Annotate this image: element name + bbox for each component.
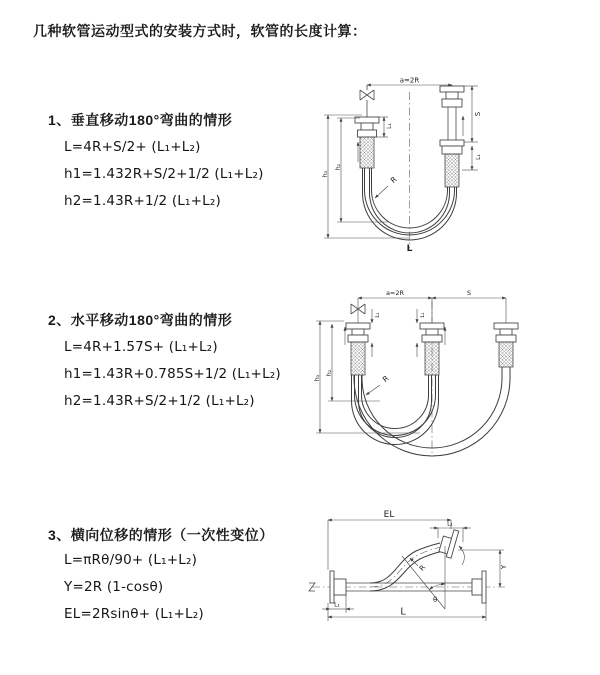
dim-label-y: Y	[500, 564, 508, 570]
section-1-heading: 1、垂直移动180°弯曲的情形	[48, 112, 233, 128]
right-pipe	[440, 85, 464, 187]
braided-section	[425, 342, 439, 375]
section-3-heading: 3、横向位移的情形（一次性变位）	[48, 527, 274, 543]
dim-label-length: L	[400, 606, 406, 618]
swing-arrow	[459, 546, 464, 565]
left-pipe	[355, 85, 379, 168]
dim-label-radius: R	[417, 563, 428, 573]
braided-section	[445, 154, 459, 187]
dim-label-stroke: S	[466, 289, 472, 297]
valve-icon	[360, 90, 374, 100]
diagram-vertical-180-bend	[312, 72, 577, 257]
left-flange	[330, 571, 346, 603]
dim-label-length: L	[406, 244, 413, 254]
hose-u-curves	[352, 367, 511, 456]
dim-label-span: a=2R	[399, 76, 420, 85]
section-2-formula-h1: h1=1.43R+0.785S+1/2 (L₁+L₂)	[64, 366, 281, 382]
dim-label-l1-bottom: L₁	[334, 601, 340, 609]
diagram-horizontal-180-bend	[310, 283, 565, 463]
displaced-hose	[370, 530, 459, 591]
section-3-formula-L: L=πRθ/90+ (L₁+L₂)	[64, 552, 198, 568]
page-title: 几种软管运动型式的安装方式时，软管的长度计算：	[33, 23, 367, 39]
dim-label-h1: h₁	[313, 374, 321, 382]
braided-section	[360, 137, 374, 168]
dim-label-h2: h₂	[325, 369, 333, 377]
dim-label-l1-right: L₁	[475, 154, 482, 160]
dimensions	[322, 510, 508, 621]
dim-label-stroke: S	[474, 111, 482, 117]
dim-label-radius: R	[388, 174, 399, 186]
section-2-formula-L: L=4R+1.57S+ (L₁+L₂)	[64, 339, 218, 355]
angle-construction	[402, 546, 464, 609]
dim-label-l1-middle: L₁	[420, 312, 426, 318]
middle-pipe	[420, 323, 444, 375]
section-2-formula-h2: h2=1.43R+S/2+1/2 (L₁+L₂)	[64, 393, 255, 409]
section-1-formula-h2: h2=1.43R+1/2 (L₁+L₂)	[64, 193, 221, 209]
section-1-formula-L: L=4R+S/2+ (L₁+L₂)	[64, 139, 201, 155]
dim-label-el: EL	[383, 510, 395, 520]
section-3-formula-Y: Y=2R (1-cosθ)	[64, 579, 164, 595]
right-pipe	[494, 323, 518, 367]
section-1-formula-h1: h1=1.432R+S/2+1/2 (L₁+L₂)	[64, 166, 264, 182]
dim-label-h1: h₁	[321, 170, 329, 178]
section-3-formula-EL: EL=2Rsinθ+ (L₁+L₂)	[64, 606, 204, 622]
dim-label-l1-top: L₁	[447, 520, 453, 528]
dim-label-radius: R	[380, 373, 391, 385]
dim-label-l1-left: L₁	[375, 312, 381, 318]
dim-label-theta: θ	[433, 596, 438, 604]
diagram-lateral-displacement	[300, 502, 570, 657]
dim-label-l1-left: L₁	[386, 123, 393, 129]
dim-label-span: a=2R	[385, 289, 405, 297]
braided-section	[499, 342, 513, 367]
braided-section	[351, 342, 365, 375]
section-2-heading: 2、水平移动180°弯曲的情形	[48, 312, 233, 328]
dimensions	[313, 289, 506, 433]
dim-label-h2: h₂	[334, 163, 342, 171]
